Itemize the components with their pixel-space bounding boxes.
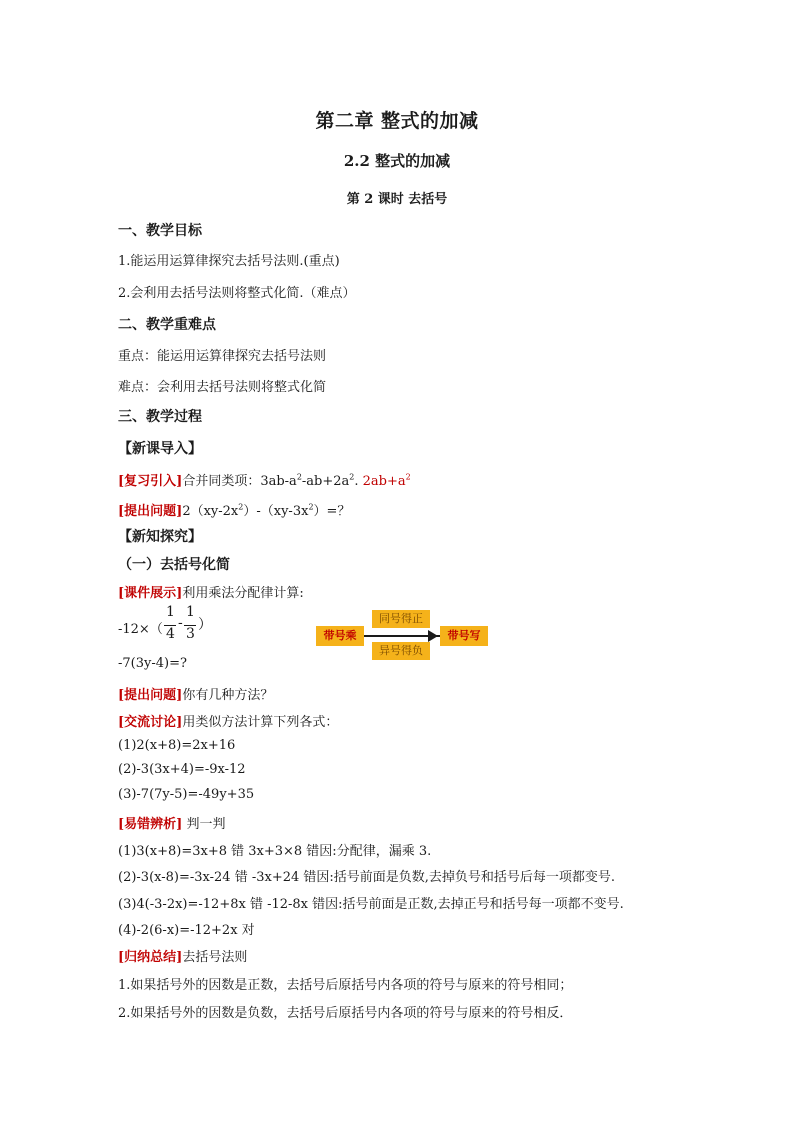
error-line: [易错辨析] 判一判 — [118, 817, 226, 832]
key-point: 重点：能运用运算律探究去括号法则 — [118, 349, 327, 364]
goal-item-2: 2.会利用去括号法则将整式化简.（难点） — [118, 286, 356, 301]
diagram-top-box: 同号得正 — [372, 610, 430, 628]
discuss-line: [交流讨论]用类似方法计算下列各式： — [118, 715, 339, 730]
question2-tag: [提出问题] — [118, 688, 183, 703]
sign-rule-diagram — [316, 610, 488, 662]
show-line: [课件展示]利用乘法分配律计算: — [118, 586, 304, 601]
calc-3: (3)-7(7y-5)=-49y+35 — [118, 787, 255, 802]
error-item-3: (3)4(-3-2x)=-12+8x 错 -12-8x 错因:括号前面是正数,去掉正号和括号每一项都不变号. — [118, 897, 624, 912]
review-answer: $2ab+a^2$ — [358, 472, 411, 489]
error-item-4: (4)-2(6-x)=-12+2x 对 — [118, 923, 255, 938]
keys-heading: 二、教学重难点 — [118, 317, 216, 333]
question-line: [提出问题]$2(xy-2x^2)-(xy-3x^2)=$？ — [118, 502, 351, 519]
question2-line: [提出问题]你有几种方法？ — [118, 688, 274, 703]
fraction-minus: - — [178, 615, 183, 631]
show-tag: [课件展示] — [118, 586, 183, 601]
calc-1: (1)2(x+8)=2x+16 — [118, 738, 236, 753]
summary-line: [归纳总结]去括号法则 — [118, 950, 248, 965]
rule-1: 1.如果括号外的因数是正数，去括号后原括号内各项的符号与原来的符号相同； — [118, 978, 573, 993]
goal-item-1: 1.能运用运算律探究去括号法则.(重点) — [118, 254, 340, 269]
diagram-bottom-box: 异号得负 — [372, 642, 430, 660]
process-heading: 三、教学过程 — [118, 409, 202, 425]
expr1-suffix: ） — [198, 617, 212, 633]
expr1-prefix: -12×（ — [118, 622, 163, 637]
error-tag: [易错辨析] — [118, 817, 183, 832]
calc-2: (2)-3(3x+4)=-9x-12 — [118, 762, 246, 777]
summary-tag: [归纳总结] — [118, 950, 183, 965]
diagram-left-box: 带号乘 — [316, 626, 364, 646]
difficulty-point: 难点：会利用去括号法则将整式化简 — [118, 380, 327, 395]
rule-2: 2.如果括号外的因数是负数，去括号后原括号内各项的符号与原来的符号相反． — [118, 1006, 573, 1021]
fraction-1-denominator: 4 — [166, 626, 175, 642]
expr2: -7(3y-4)=? — [118, 656, 187, 671]
fraction-1-numerator: 1 — [166, 604, 175, 620]
sub-heading-remove-brackets: （一）去括号化简 — [118, 557, 230, 573]
chapter-title: 第二章 整式的加减 — [315, 110, 479, 132]
question-tag: [提出问题] — [118, 504, 183, 519]
arrow-right-icon — [428, 630, 438, 642]
error-item-1: (1)3(x+8)=3x+8 错 3x+3×8 错因:分配律，漏乘 3. — [118, 844, 432, 859]
review-line: [复习引入]合并同类项：$3ab-a^2-ab+2a^2$. $2ab+a^2$ — [118, 472, 411, 489]
fraction-2-denominator: 3 — [186, 626, 195, 642]
review-tag: [复习引入] — [118, 474, 183, 489]
explore-heading: 【新知探究】 — [118, 529, 202, 545]
error-item-2: (2)-3(x-8)=-3x-24 错 -3x+24 错因:括号前面是负数,去掉负号和括号后每一项都变号. — [118, 870, 616, 885]
goals-heading: 一、教学目标 — [118, 223, 202, 239]
diagram-right-box: 带号写 — [440, 626, 488, 646]
fraction-2-numerator: 1 — [186, 604, 195, 620]
lesson-title: 第 2 课时 去括号 — [346, 192, 448, 207]
intro-heading: 【新课导入】 — [118, 441, 202, 457]
section-title: 2.2 整式的加减 — [343, 152, 451, 170]
discuss-tag: [交流讨论] — [118, 715, 183, 730]
fraction-expression — [160, 604, 220, 648]
